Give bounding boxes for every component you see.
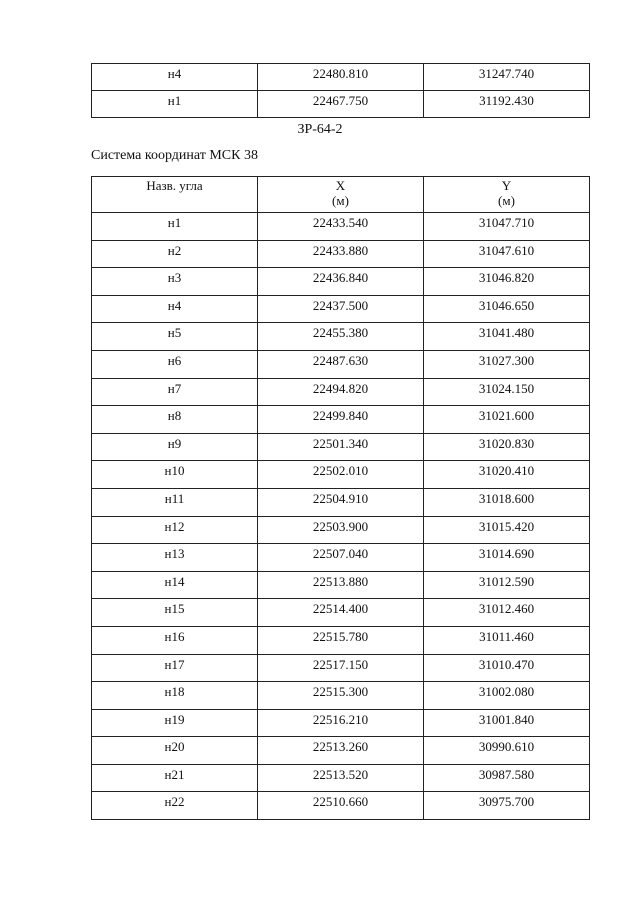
x-coordinate-cell: 22516.210 — [258, 709, 424, 737]
corner-name-cell: н4 — [92, 64, 258, 91]
header-y-label: Y — [501, 178, 512, 193]
y-coordinate-cell: 31015.420 — [424, 516, 590, 544]
table-row — [92, 406, 590, 434]
table-row — [92, 737, 590, 765]
y-coordinate-cell: 31018.600 — [424, 488, 590, 516]
x-coordinate-cell: 22467.750 — [258, 91, 424, 118]
y-coordinate-cell: 31012.590 — [424, 571, 590, 599]
y-coordinate-cell: 31192.430 — [424, 91, 590, 118]
x-coordinate-cell: 22507.040 — [258, 544, 424, 572]
corner-name-cell: н6 — [92, 350, 258, 378]
y-coordinate-cell: 30987.580 — [424, 764, 590, 792]
table-row — [92, 488, 590, 516]
corner-name-cell: н13 — [92, 544, 258, 572]
corner-name-cell: н16 — [92, 626, 258, 654]
corner-name-cell: н22 — [92, 792, 258, 820]
x-coordinate-cell: 22499.840 — [258, 406, 424, 434]
x-coordinate-cell: 22515.780 — [258, 626, 424, 654]
x-coordinate-cell: 22480.810 — [258, 64, 424, 91]
corner-name-cell: н5 — [92, 323, 258, 351]
corner-name-cell: н1 — [92, 91, 258, 118]
x-coordinate-cell: 22503.900 — [258, 516, 424, 544]
table-row — [92, 709, 590, 737]
table-row — [92, 571, 590, 599]
corner-name-cell: н8 — [92, 406, 258, 434]
table-row — [92, 516, 590, 544]
y-coordinate-cell: 31046.820 — [424, 268, 590, 296]
x-coordinate-cell: 22513.880 — [258, 571, 424, 599]
x-coordinate-cell: 22436.840 — [258, 268, 424, 296]
x-coordinate-cell: 22510.660 — [258, 792, 424, 820]
y-coordinate-cell: 31014.690 — [424, 544, 590, 572]
x-coordinate-cell: 22513.520 — [258, 764, 424, 792]
table-row — [92, 350, 590, 378]
table-row — [92, 213, 590, 241]
x-coordinate-cell: 22513.260 — [258, 737, 424, 765]
y-coordinate-cell: 30975.700 — [424, 792, 590, 820]
table-row — [92, 461, 590, 489]
table-row — [92, 378, 590, 406]
table-row — [92, 544, 590, 572]
corner-name-cell: н9 — [92, 433, 258, 461]
y-coordinate-cell: 31002.080 — [424, 682, 590, 710]
table-row — [92, 654, 590, 682]
y-coordinate-cell: 31011.460 — [424, 626, 590, 654]
y-coordinate-cell: 31041.480 — [424, 323, 590, 351]
table-row — [92, 682, 590, 710]
y-coordinate-cell: 31024.150 — [424, 378, 590, 406]
y-coordinate-cell: 31021.600 — [424, 406, 590, 434]
table-row — [92, 323, 590, 351]
corner-name-cell: н1 — [92, 213, 258, 241]
table-row — [92, 792, 590, 820]
corner-name-cell: н17 — [92, 654, 258, 682]
y-coordinate-cell: 31047.710 — [424, 213, 590, 241]
corner-name-cell: н4 — [92, 295, 258, 323]
x-coordinate-cell: 22515.300 — [258, 682, 424, 710]
corner-name-cell: н2 — [92, 240, 258, 268]
y-coordinate-cell: 31012.460 — [424, 599, 590, 627]
coordinate-system-title: Система координат МСК 38 — [91, 148, 258, 163]
table-row — [92, 433, 590, 461]
y-coordinate-cell: 31020.410 — [424, 461, 590, 489]
x-coordinate-cell: 22437.500 — [258, 295, 424, 323]
corner-name-cell: н18 — [92, 682, 258, 710]
y-coordinate-cell: 31010.470 — [424, 654, 590, 682]
table-row — [92, 240, 590, 268]
header-y — [424, 177, 590, 213]
previous-coordinates-body — [92, 64, 590, 118]
header-y-unit: (м) — [498, 193, 515, 208]
x-coordinate-cell: 22487.630 — [258, 350, 424, 378]
corner-name-cell: н21 — [92, 764, 258, 792]
x-coordinate-cell: 22433.540 — [258, 213, 424, 241]
header-x — [258, 177, 424, 213]
table-row — [92, 268, 590, 296]
section-code: ЗР-64-2 — [297, 122, 343, 137]
x-coordinate-cell: 22501.340 — [258, 433, 424, 461]
x-coordinate-cell: 22517.150 — [258, 654, 424, 682]
y-coordinate-cell: 31047.610 — [424, 240, 590, 268]
x-coordinate-cell: 22455.380 — [258, 323, 424, 351]
y-coordinate-cell: 31247.740 — [424, 64, 590, 91]
y-coordinate-cell: 31001.840 — [424, 709, 590, 737]
header-row — [92, 177, 590, 213]
previous-coordinates-table — [91, 63, 590, 118]
corner-name-cell: н10 — [92, 461, 258, 489]
corner-name-cell: н14 — [92, 571, 258, 599]
table-row — [92, 599, 590, 627]
corner-name-cell: н3 — [92, 268, 258, 296]
corner-name-cell: н11 — [92, 488, 258, 516]
y-coordinate-cell: 31046.650 — [424, 295, 590, 323]
table-row — [92, 764, 590, 792]
table-row — [92, 91, 590, 118]
table-row — [92, 626, 590, 654]
corner-name-cell: н7 — [92, 378, 258, 406]
y-coordinate-cell: 31020.830 — [424, 433, 590, 461]
corner-name-cell: н15 — [92, 599, 258, 627]
table-row — [92, 64, 590, 91]
x-coordinate-cell: 22514.400 — [258, 599, 424, 627]
x-coordinate-cell: 22502.010 — [258, 461, 424, 489]
corner-name-cell: н12 — [92, 516, 258, 544]
header-x-unit: (м) — [332, 193, 349, 208]
coordinates-table — [91, 176, 590, 820]
table-row — [92, 295, 590, 323]
coordinates-body — [92, 213, 590, 820]
x-coordinate-cell: 22433.880 — [258, 240, 424, 268]
header-x-label: X — [335, 178, 346, 193]
y-coordinate-cell: 31027.300 — [424, 350, 590, 378]
corner-name-cell: н19 — [92, 709, 258, 737]
y-coordinate-cell: 30990.610 — [424, 737, 590, 765]
corner-name-cell: н20 — [92, 737, 258, 765]
x-coordinate-cell: 22494.820 — [258, 378, 424, 406]
x-coordinate-cell: 22504.910 — [258, 488, 424, 516]
header-corner-name: Назв. угла — [92, 177, 258, 213]
